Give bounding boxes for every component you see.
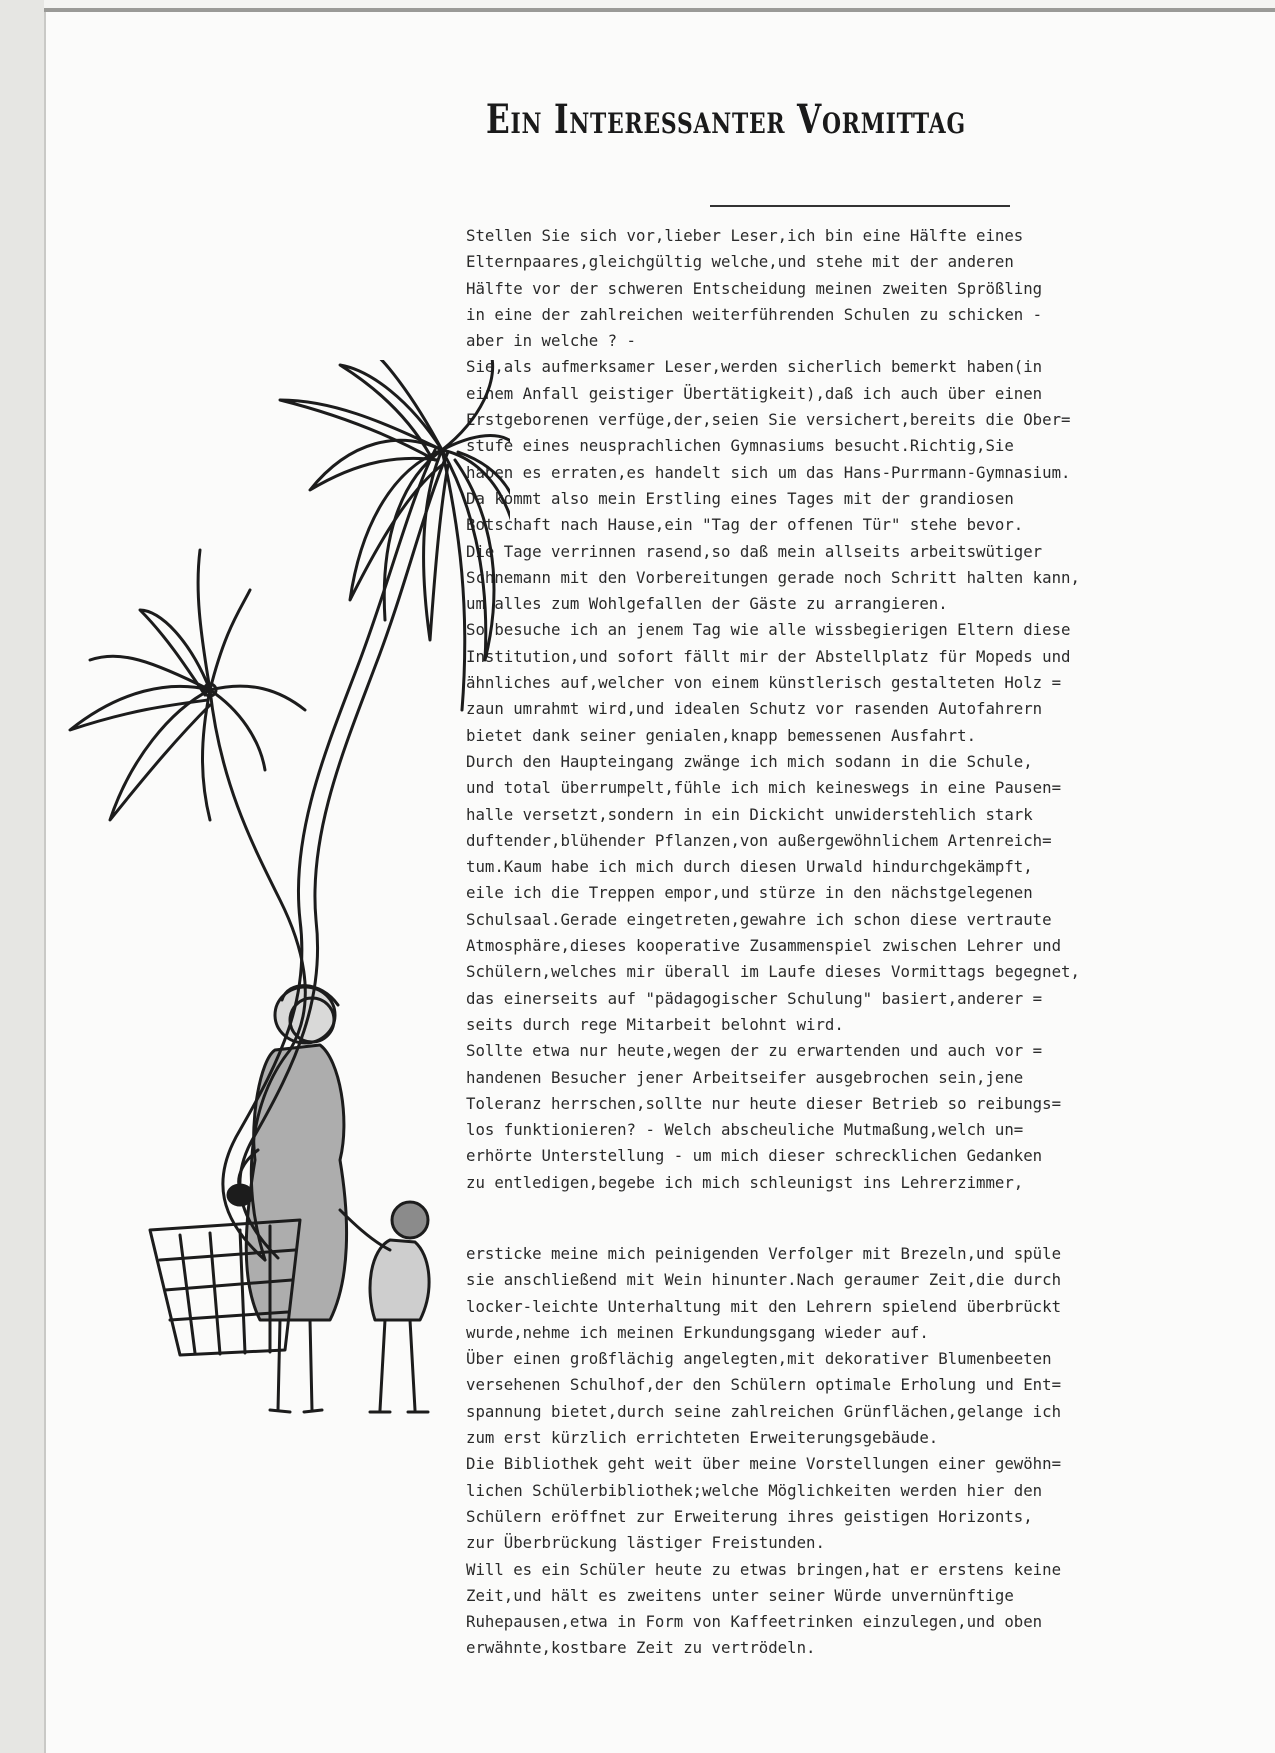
text-line: zaun umrahmt wird,und idealen Schutz vor rasenden Autofahrern xyxy=(466,699,1043,719)
text-line: Schnemann mit den Vorbereitungen gerade noch Schritt halten kann, xyxy=(466,567,1080,587)
text-line: Durch den Haupteingang zwänge ich mich sodann in die Schule, xyxy=(466,751,1033,771)
text-line: wurde,nehme ich meinen Erkundungsgang wieder auf. xyxy=(466,1322,929,1342)
text-line: eile ich die Treppen empor,und stürze in den nächstgelegenen xyxy=(466,883,1033,903)
text-line: Erstgeborenen verfüge,der,seien Sie versichert,bereits die Ober= xyxy=(466,410,1071,430)
palm-plant-with-parent-and-child-drawing-icon xyxy=(50,360,510,1450)
text-line: aber in welche ? - xyxy=(466,331,637,351)
text-line: Will es ein Schüler heute zu etwas bringen,hat er erstens keine xyxy=(466,1559,1062,1579)
scan-top-edge xyxy=(44,8,1275,12)
text-line: los funktionieren? - Welch abscheuliche Mutmaßung,welch un= xyxy=(466,1120,1024,1140)
text-line: sie anschließend mit Wein hinunter.Nach geraumer Zeit,die durch xyxy=(466,1270,1062,1290)
text-line: das einerseits auf "pädagogischer Schulung" basiert,anderer = xyxy=(466,988,1043,1008)
text-line: spannung bietet,durch seine zahlreichen Grünflächen,gelange ich xyxy=(466,1401,1062,1421)
text-line: Die Tage verrinnen rasend,so daß mein allseits arbeitswütiger xyxy=(466,541,1043,561)
title-underline xyxy=(710,205,1010,207)
article-body-part1 xyxy=(466,223,1206,1196)
text-line: haben es erraten,es handelt sich um das Hans-Purrmann-Gymnasium. xyxy=(466,462,1071,482)
text-line: Atmosphäre,dieses kooperative Zusammenspiel zwischen Lehrer und xyxy=(466,936,1062,956)
text-line: zum erst kürzlich errichteten Erweiterungsgebäude. xyxy=(466,1428,939,1448)
text-line: Hälfte vor der schweren Entscheidung meinen zweiten Sprößling xyxy=(466,278,1043,298)
text-line: erwähnte,kostbare Zeit zu vertrödeln. xyxy=(466,1638,816,1658)
text-line: um alles zum Wohlgefallen der Gäste zu arrangieren. xyxy=(466,594,948,614)
text-line: seits durch rege Mitarbeit belohnt wird. xyxy=(466,1014,844,1034)
text-line: ersticke meine mich peinigenden Verfolger mit Brezeln,und spüle xyxy=(466,1244,1062,1263)
text-line: So besuche ich an jenem Tag wie alle wissbegierigen Eltern diese xyxy=(466,620,1071,640)
text-line: zu entledigen,begebe ich mich schleunigst ins Lehrerzimmer, xyxy=(466,1172,1024,1192)
text-line: Botschaft nach Hause,ein "Tag der offenen Tür" stehe bevor. xyxy=(466,515,1024,535)
text-line: Ruhepausen,etwa in Form von Kaffeetrinken einzulegen,und oben xyxy=(466,1612,1043,1632)
text-line: stufe eines neusprachlichen Gymnasiums besucht.Richtig,Sie xyxy=(466,436,1014,456)
text-line: Da kommt also mein Erstling eines Tages mit der grandiosen xyxy=(466,488,1014,508)
text-line: Die Bibliothek geht weit über meine Vorstellungen einer gewöhn= xyxy=(466,1454,1062,1474)
text-line: tum.Kaum habe ich mich durch diesen Urwald hindurchgekämpft, xyxy=(466,857,1033,877)
text-line: Toleranz herrschen,sollte nur heute dieser Betrieb so reibungs= xyxy=(466,1093,1062,1113)
text-line: Schülern eröffnet zur Erweiterung ihres geistigen Horizonts, xyxy=(466,1506,1033,1526)
text-line: einem Anfall geistiger Übertätigkeit),daß ich auch über einen xyxy=(466,383,1043,403)
text-line: Zeit,und hält es zweitens unter seiner Würde unvernünftige xyxy=(466,1585,1014,1605)
text-line: und total überrumpelt,fühle ich mich keineswegs in eine Pausen= xyxy=(466,778,1062,798)
text-line: Über einen großflächig angelegten,mit dekorativer Blumenbeeten xyxy=(466,1349,1052,1369)
text-line: duftender,blühender Pflanzen,von außergewöhnlichem Artenreich= xyxy=(466,830,1052,850)
text-line: Institution,und sofort fällt mir der Abstellplatz für Mopeds und xyxy=(466,646,1071,666)
text-line: Sie,als aufmerksamer Leser,werden sicherlich bemerkt haben(in xyxy=(466,357,1043,377)
text-line: handenen Besucher jener Arbeitseifer ausgebrochen sein,jene xyxy=(466,1067,1024,1087)
text-line: bietet dank seiner genialen,knapp bemessenen Ausfahrt. xyxy=(466,725,977,745)
text-line: Stellen Sie sich vor,lieber Leser,ich bin eine Hälfte eines xyxy=(466,226,1024,245)
text-line: locker-leichte Unterhaltung mit den Lehrern spielend überbrückt xyxy=(466,1296,1062,1316)
text-line: Schulsaal.Gerade eingetreten,gewahre ich schon diese vertraute xyxy=(466,909,1052,929)
text-line: in eine der zahlreichen weiterführenden Schulen zu schicken - xyxy=(466,304,1043,324)
article-title: Ein Interessanter Vormittag xyxy=(486,96,966,143)
text-line: ähnliches auf,welcher von einem künstlerisch gestalteten Holz = xyxy=(466,673,1062,693)
text-line: Elternpaares,gleichgültig welche,und stehe mit der anderen xyxy=(466,252,1014,272)
text-line: zur Überbrückung lästiger Freistunden. xyxy=(466,1533,825,1553)
text-line: halle versetzt,sondern in ein Dickicht unwiderstehlich stark xyxy=(466,804,1033,824)
text-line: Schülern,welches mir überall im Laufe dieses Vormittags begegnet, xyxy=(466,962,1080,982)
text-line: erhörte Unterstellung - um mich dieser schrecklichen Gedanken xyxy=(466,1146,1043,1166)
article-body-part2 xyxy=(466,1241,1206,1662)
page-binding-edge xyxy=(0,0,44,1753)
text-line: versehenen Schulhof,der den Schülern optimale Erholung und Ent= xyxy=(466,1375,1062,1395)
text-line: Sollte etwa nur heute,wegen der zu erwartenden und auch vor = xyxy=(466,1041,1043,1061)
text-line: lichen Schülerbibliothek;welche Möglichkeiten werden hier den xyxy=(466,1480,1043,1500)
